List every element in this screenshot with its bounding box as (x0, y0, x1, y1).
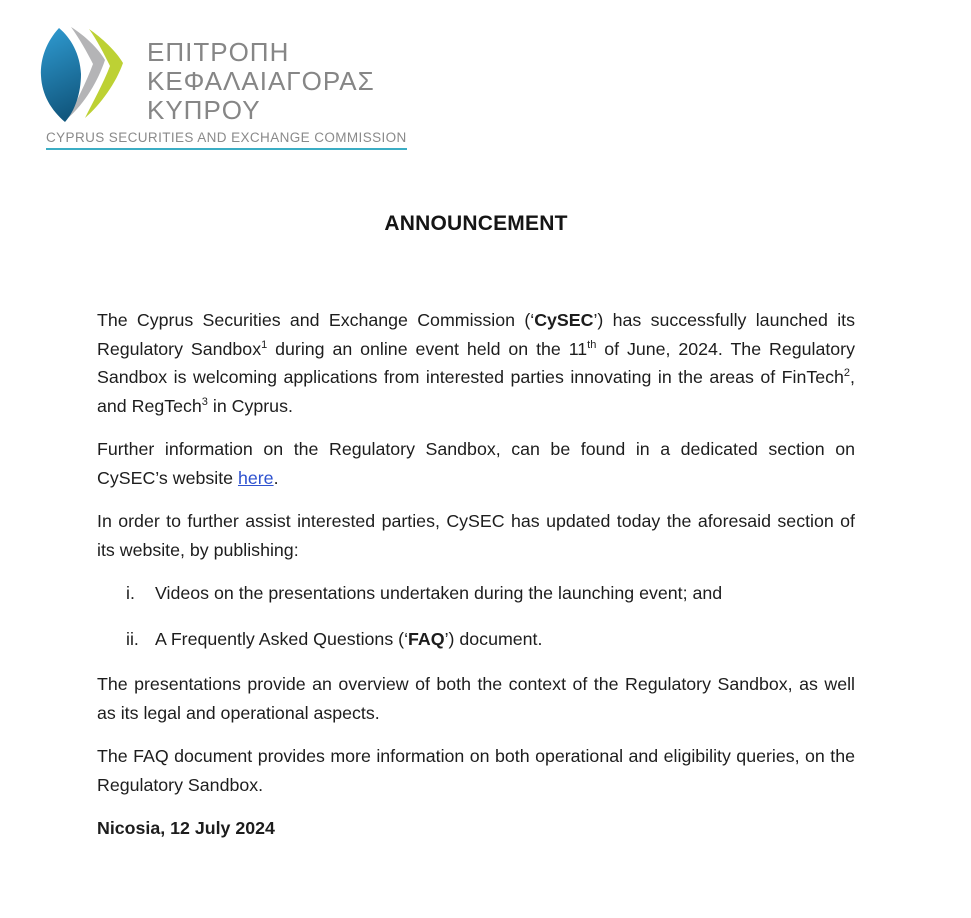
bold-text: FAQ (408, 628, 445, 649)
text-run: Further information on the Regulatory Sandbox, can be found in a dedicated section on CySEC’s website (97, 439, 855, 488)
date-line: Nicosia, 12 July 2024 (97, 818, 275, 838)
paragraph-faq-information (97, 742, 855, 799)
text-run: A Frequently Asked Questions (‘ (155, 628, 409, 649)
text-run: of June, 2024. The Regulatory Sandbox is welcoming applications from interested parties innovating in the areas of FinTech (97, 338, 855, 387)
list-marker: i. (126, 583, 135, 603)
list-item-faq (97, 625, 855, 654)
cysec-logo (40, 26, 971, 150)
superscript-reference: 1 (261, 338, 268, 351)
published-items-list (97, 579, 855, 653)
text-run: during an online event held on the 11 (267, 338, 588, 359)
text-run: In order to further assist interested parties, CySEC has updated today the aforesaid section of its website, by publishing: (97, 511, 855, 560)
text-run: , and RegTech (97, 367, 855, 416)
text-run: The presentations provide an overview of both the context of the Regulatory Sandbox, as well as its legal and operational aspects. (97, 674, 855, 723)
logo-english-caption: CYPRUS SECURITIES AND EXCHANGE COMMISSION (46, 130, 407, 150)
text-run: The Cyprus Securities and Exchange Commission (‘ (97, 310, 535, 330)
text-run: Videos on the presentations undertaken during the launching event; and (155, 583, 723, 603)
paragraph-further-information (97, 435, 855, 492)
text-run: ’) document. (444, 628, 543, 649)
superscript-reference: 3 (201, 395, 208, 408)
logo-row (40, 26, 971, 125)
logo-greek-line: ΕΠΙΤΡΟΠΗ (147, 37, 290, 67)
logo-greek-line: ΚΥΠΡΟΥ (147, 95, 261, 125)
bold-text: CySEC (534, 310, 594, 330)
list-item-text (155, 579, 722, 608)
announcement-title: ANNOUNCEMENT (384, 212, 568, 235)
announcement-document (0, 26, 971, 843)
superscript-reference: 2 (843, 367, 851, 380)
paragraph-website-update (97, 507, 855, 564)
superscript-reference: th (587, 338, 597, 351)
paragraph-presentations-overview (97, 670, 855, 727)
logo-greek-line: ΚΕΦΑΛΑΙΑΓΟΡΑΣ (147, 66, 375, 96)
text-run: ’) has successfully launched its Regulatory Sandbox (97, 310, 855, 359)
list-item-text (155, 625, 542, 654)
document-content (97, 211, 855, 843)
text-run: The FAQ document provides more information on both operational and eligibility queries, on the Regulatory Sandbox. (97, 746, 855, 795)
logo-greek-text (147, 38, 375, 125)
text-run: in Cyprus. (207, 395, 293, 416)
text-run: . (273, 467, 279, 488)
cysec-logo-mark-icon (40, 26, 130, 122)
paragraph-sandbox-launch (97, 306, 855, 420)
list-marker: ii. (126, 628, 139, 649)
here-link[interactable]: here (237, 467, 274, 488)
list-item-videos (97, 579, 855, 608)
